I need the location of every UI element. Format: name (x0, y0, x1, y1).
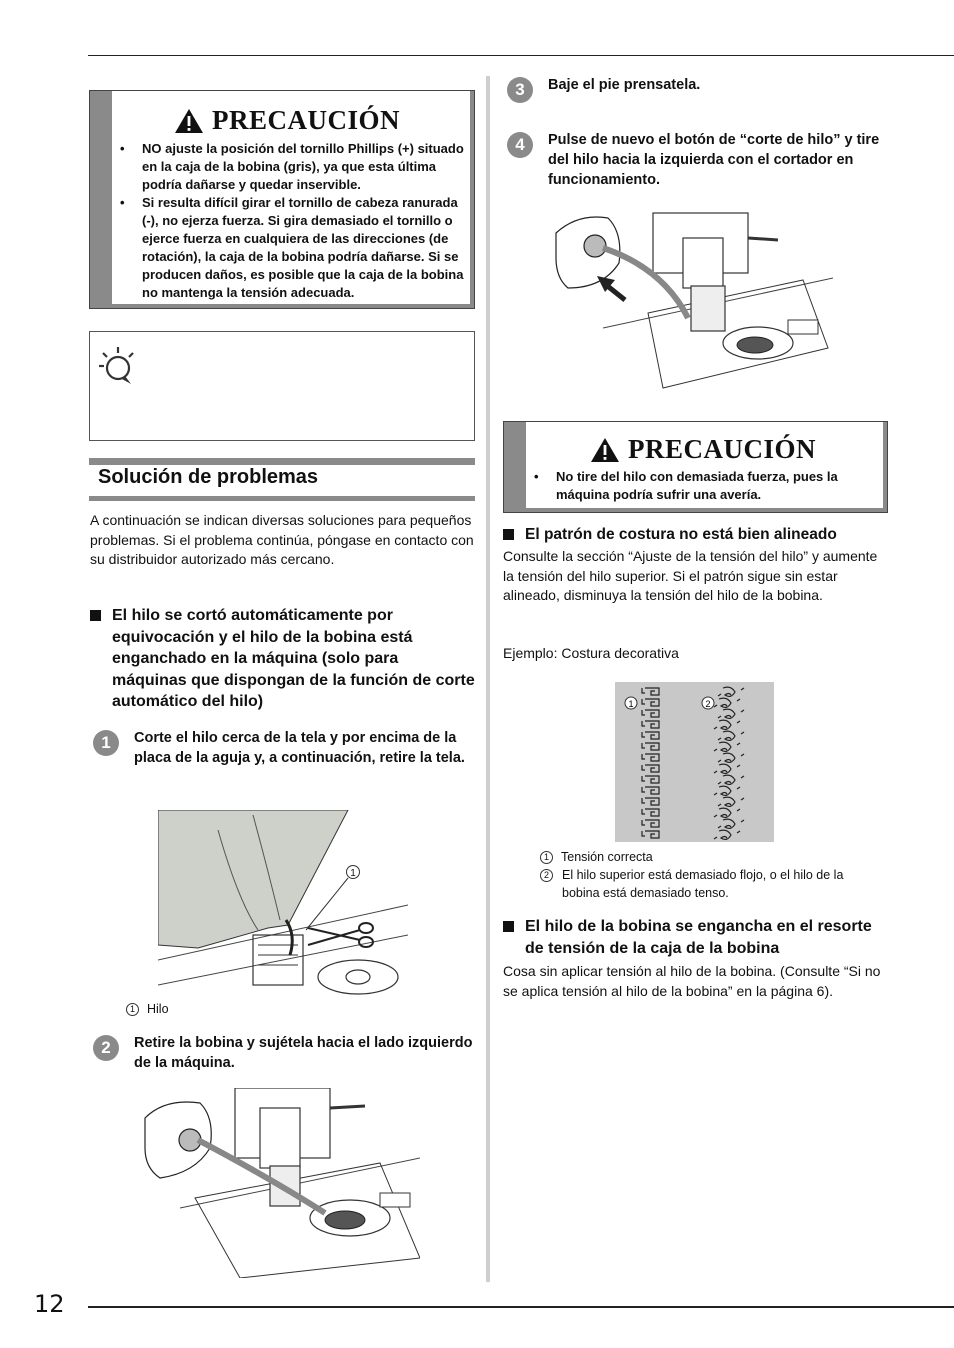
section-bar-top (89, 458, 475, 465)
example-label: Ejemplo: Costura decorativa (503, 645, 679, 661)
problem-2-text: Consulte la sección “Ajuste de la tensión del hilo” y aumente la tensión del hilo superior. Si el patrón sigue sin estar alineado, disminuya la tensión del hilo de la bobina. (503, 548, 878, 603)
sample-label-2: 2 (705, 699, 711, 709)
stitch-caption-1: 1 Tensión correcta (540, 849, 880, 867)
square-bullet-icon (503, 529, 514, 540)
figure-pull-thread (553, 208, 833, 403)
section-bar-bottom (89, 496, 475, 501)
caution-title: PRECAUCIÓN (212, 105, 401, 135)
caution-item: • NO ajuste la posición del tornillo Phillips (+) situado en la caja de la bobina (gris), ya que esta última podría dañarse y quedar inservible. (116, 140, 468, 194)
step-1-text: Corte el hilo cerca de la tela y por encima de la placa de la aguja y, a continuación, retire la tela. (134, 730, 465, 766)
figure-1-callout: 1 (350, 868, 356, 879)
sample-label-1: 1 (628, 699, 634, 709)
caution-list (116, 140, 468, 302)
warning-icon (174, 108, 204, 134)
memo-icon (98, 344, 138, 388)
figure-cut-thread (158, 810, 408, 995)
caution-item: • No tire del hilo con demasiada fuerza, pues la máquina podría sufrir una avería. (530, 468, 880, 504)
stitch-caption-2: 2 El hilo superior está demasiado flojo, o el hilo de la bobina está demasiado tenso. (540, 867, 880, 902)
column-divider (486, 76, 490, 1282)
caption-number: 1 (126, 1003, 139, 1016)
step-3-badge: 3 (507, 77, 533, 103)
bottom-rule (88, 1306, 954, 1308)
section-intro: A continuación se indican diversas soluciones para pequeños problemas. Si el problema continúa, póngase en contacto con su distribuidor autorizado más cercano. (90, 512, 474, 567)
top-rule (88, 55, 954, 56)
memo-box (89, 331, 475, 441)
caution-list (530, 468, 880, 504)
step-2-badge: 2 (93, 1035, 119, 1061)
figure-stitch-sample (615, 682, 774, 842)
step-2-text: Retire la bobina y sujétela hacia el lado izquierdo de la máquina. (134, 1035, 473, 1071)
step-4-text: Pulse de nuevo el botón de “corte de hilo” y tire del hilo hacia la izquierda con el cortador en funcionamiento. (548, 132, 880, 188)
section-title: Solución de problemas (98, 466, 319, 488)
problem-1-heading: El hilo se cortó automáticamente por equivocación y el hilo de la bobina está enganchado en la máquina (solo para máquinas que dispongan de la función de corte automático del hilo) (90, 605, 476, 713)
caution-box-1 (89, 90, 475, 309)
caution-box-2 (503, 421, 888, 513)
step-3-text: Baje el pie prensatela. (548, 77, 701, 93)
square-bullet-icon (503, 921, 514, 932)
square-bullet-icon (90, 610, 101, 621)
figure-1-caption: 1 Hilo (126, 1001, 169, 1019)
problem-3-text: Cosa sin aplicar tensión al hilo de la bobina. (Consulte “Si no se aplica tensión al hilo de la bobina” en la página 6). (503, 963, 881, 999)
problem-3-heading: El hilo de la bobina se engancha en el resorte de tensión de la caja de la bobina (503, 916, 893, 959)
figure-hold-bobbin (140, 1088, 420, 1278)
scissors-icon (308, 923, 373, 947)
page-number: 12 (34, 1290, 65, 1318)
warning-icon (590, 437, 620, 463)
caution-item: • Si resulta difícil girar el tornillo de cabeza ranurada (-), no ejerza fuerza. Si gira demasiado el tornillo o ejerce fuerza en cualquiera de las direcciones (de rotación), la caja de la bobina podría dañarse. Si se producen daños, es posible que la caja de la bobina no mantenga la tensión adecuada. (116, 194, 468, 302)
step-1-badge: 1 (93, 730, 119, 756)
step-4-badge: 4 (507, 132, 533, 158)
problem-2-heading: El patrón de costura no está bien alineado (503, 524, 893, 546)
caution-title: PRECAUCIÓN (628, 434, 817, 464)
arrow-icon (597, 276, 625, 300)
